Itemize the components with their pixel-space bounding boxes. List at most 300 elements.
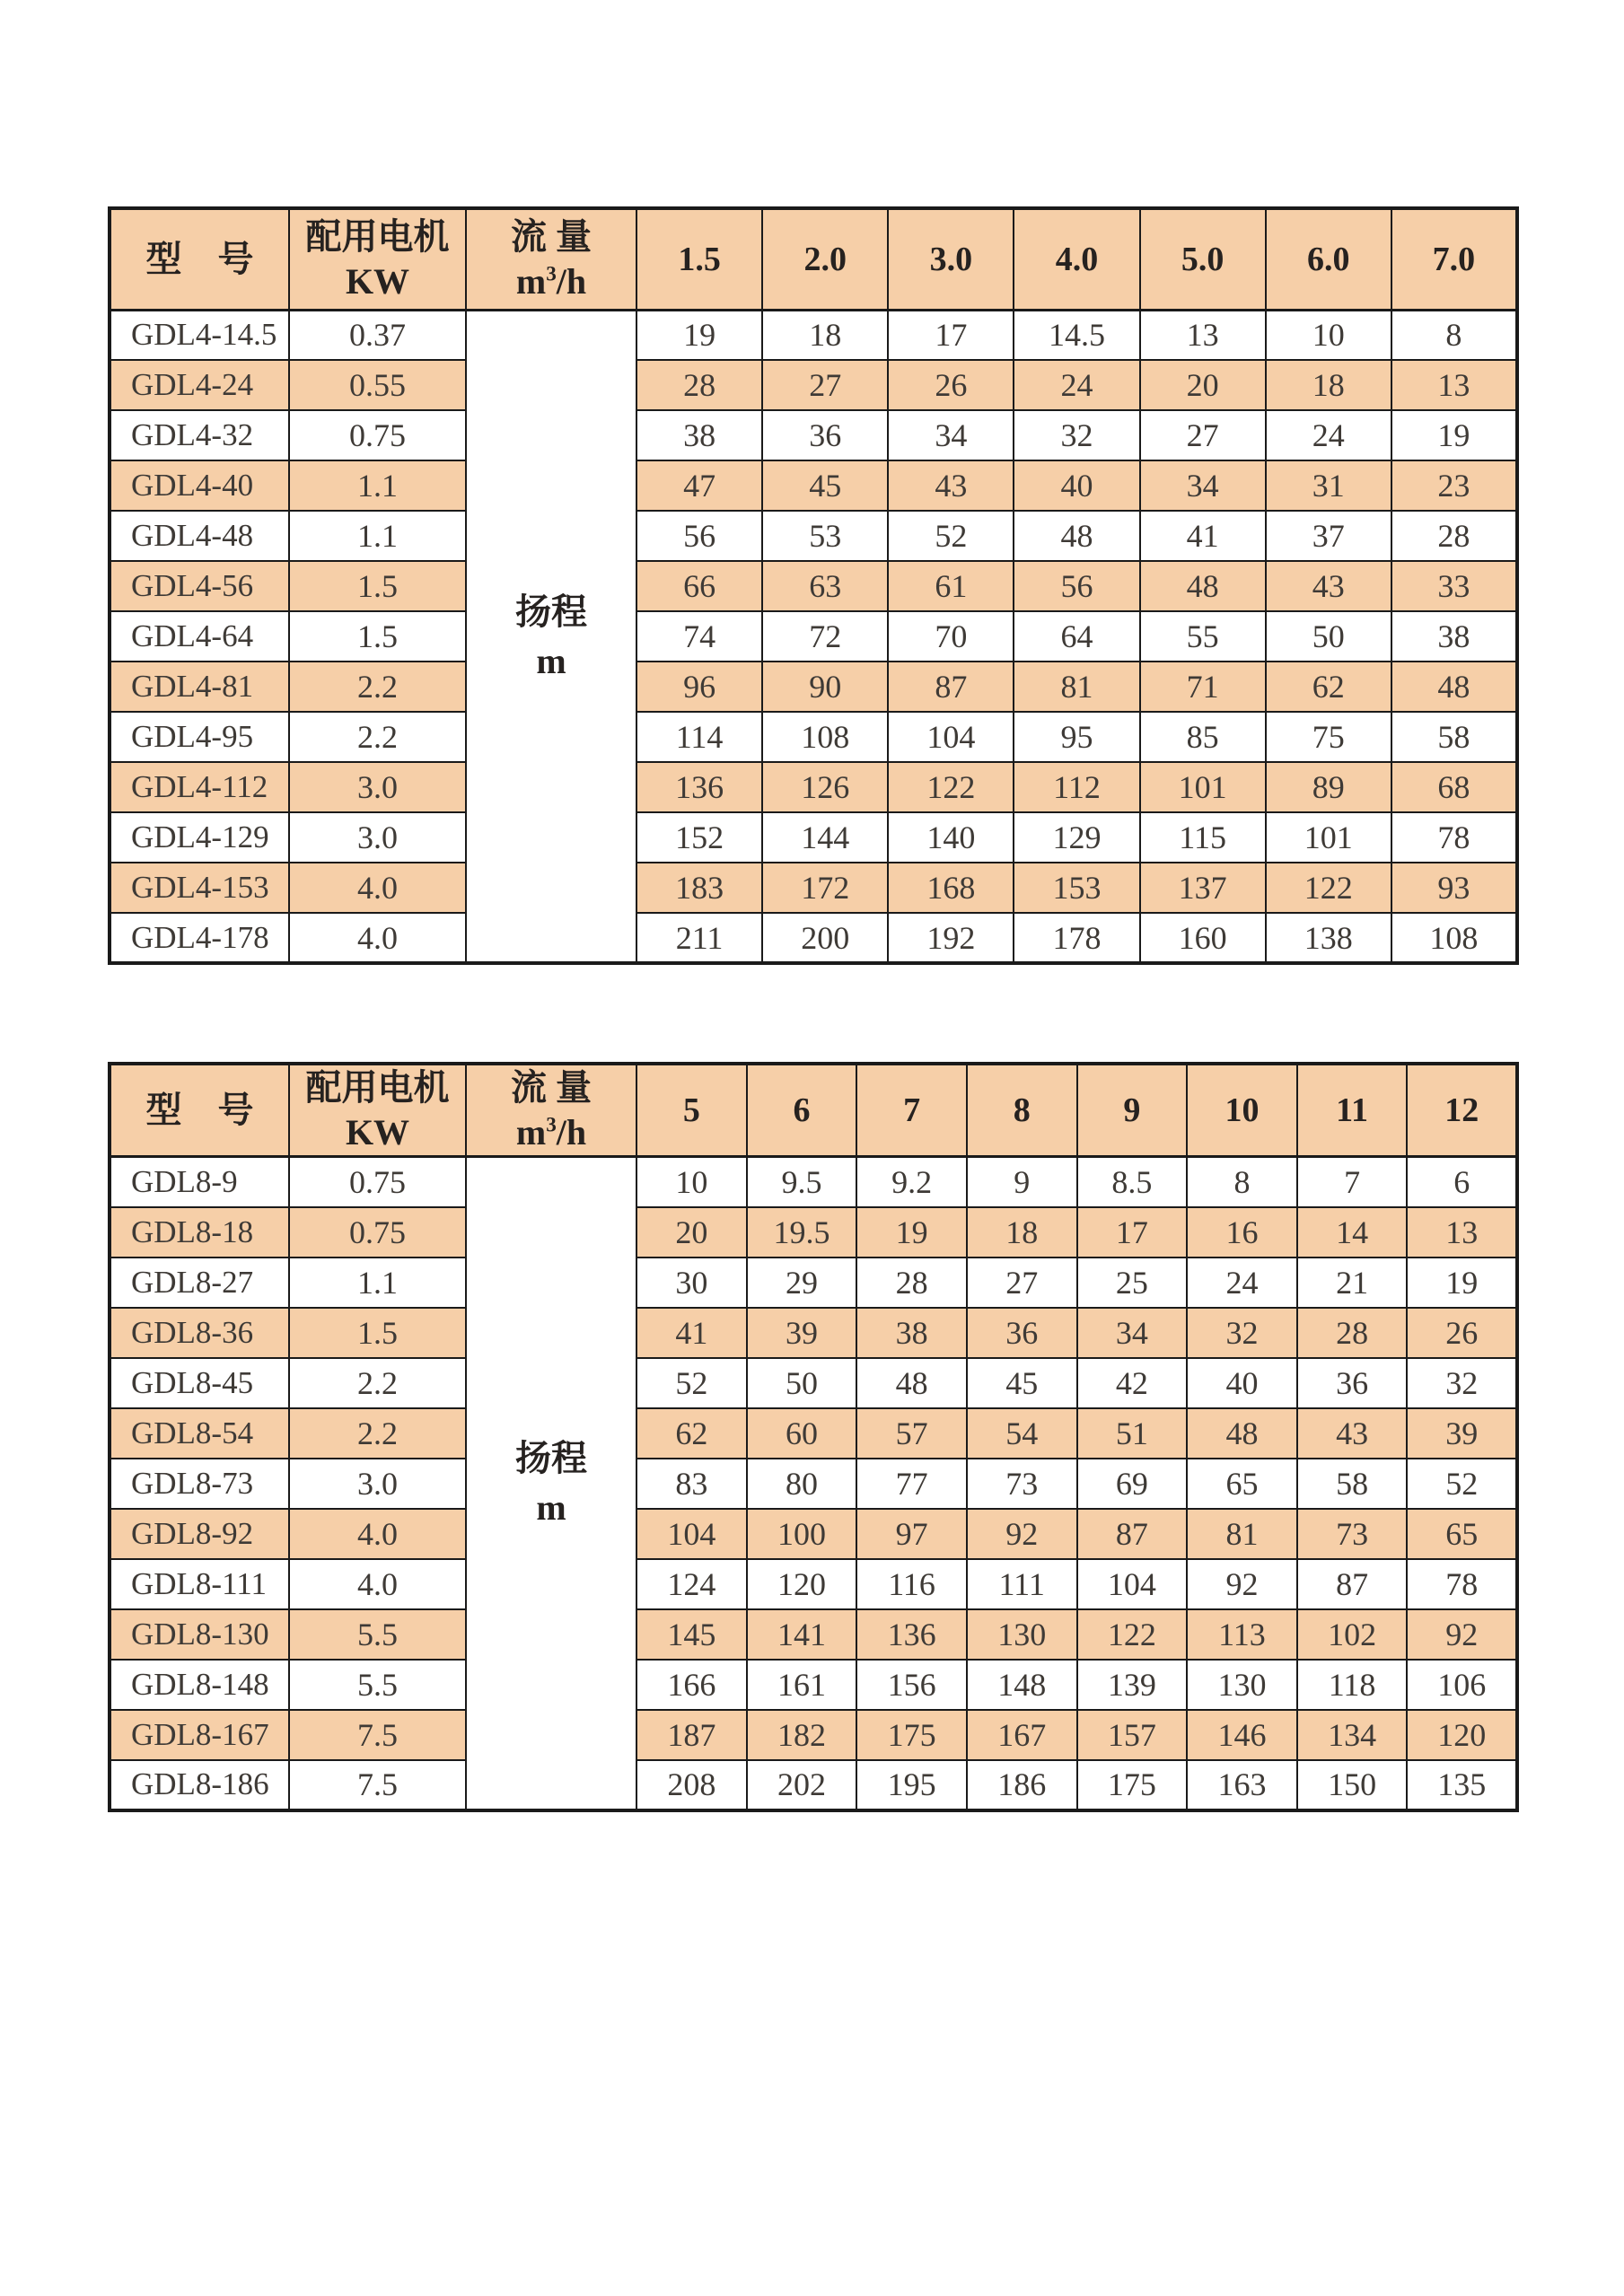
table-row	[110, 1760, 1517, 1810]
head-value-cell: 9	[967, 1157, 1077, 1207]
head-value-cell: 71	[1140, 662, 1266, 712]
head-value-cell: 19	[1407, 1258, 1517, 1308]
table-row	[110, 812, 1517, 863]
head-value-cell: 32	[1187, 1308, 1297, 1358]
head-value-cell: 136	[636, 762, 762, 812]
head-value-cell: 52	[888, 511, 1014, 561]
head-value-cell: 17	[1077, 1207, 1188, 1258]
table-row	[110, 460, 1517, 511]
head-value-cell: 54	[967, 1408, 1077, 1459]
table-row	[110, 712, 1517, 762]
head-value-cell: 124	[636, 1559, 747, 1609]
head-value-cell: 183	[636, 863, 762, 913]
head-value-cell: 90	[762, 662, 888, 712]
head-value-cell: 150	[1297, 1760, 1408, 1810]
head-value-cell: 14	[1297, 1207, 1408, 1258]
table-row	[110, 1408, 1517, 1459]
head-value-cell: 21	[1297, 1258, 1408, 1308]
head-value-cell: 148	[967, 1660, 1077, 1710]
motor-power-cell: 0.75	[289, 1207, 466, 1258]
head-value-cell: 211	[636, 913, 762, 963]
head-value-cell: 9.5	[747, 1157, 857, 1207]
head-value-cell: 83	[636, 1459, 747, 1509]
model-column-header: 型 号	[110, 1064, 289, 1157]
model-cell: GDL8-148	[110, 1660, 289, 1710]
table-row	[110, 1459, 1517, 1509]
head-value-cell: 186	[967, 1760, 1077, 1810]
head-lift-unit: m	[536, 640, 566, 681]
head-value-cell: 51	[1077, 1408, 1188, 1459]
motor-header-line1: 配用电机	[305, 215, 450, 257]
head-value-cell: 85	[1140, 712, 1266, 762]
head-value-cell: 20	[1140, 360, 1266, 410]
head-value-cell: 141	[747, 1609, 857, 1660]
head-value-cell: 168	[888, 863, 1014, 913]
head-value-cell: 81	[1187, 1509, 1297, 1559]
head-value-cell: 156	[856, 1660, 967, 1710]
model-cell: GDL8-130	[110, 1609, 289, 1660]
head-value-cell: 39	[747, 1308, 857, 1358]
gdl8-pump-spec-table	[108, 1062, 1519, 1812]
head-value-cell: 32	[1014, 410, 1139, 460]
head-value-cell: 8	[1187, 1157, 1297, 1207]
model-cell: GDL4-153	[110, 863, 289, 913]
model-cell: GDL8-36	[110, 1308, 289, 1358]
model-cell: GDL8-167	[110, 1710, 289, 1760]
gdl4-pump-spec-table	[108, 206, 1519, 965]
model-cell: GDL4-56	[110, 561, 289, 611]
table-row	[110, 1258, 1517, 1308]
head-value-cell: 57	[856, 1408, 967, 1459]
model-cell: GDL4-95	[110, 712, 289, 762]
head-value-cell: 43	[888, 460, 1014, 511]
head-value-cell: 13	[1391, 360, 1517, 410]
head-value-cell: 112	[1014, 762, 1139, 812]
flow-header-label: 流 量	[511, 215, 592, 257]
head-value-cell: 28	[1297, 1308, 1408, 1358]
head-value-cell: 96	[636, 662, 762, 712]
head-value-cell: 73	[1297, 1509, 1408, 1559]
head-value-cell: 43	[1297, 1408, 1408, 1459]
head-value-cell: 61	[888, 561, 1014, 611]
head-lift-merged-cell	[466, 1157, 636, 1810]
head-value-cell: 48	[1140, 561, 1266, 611]
head-value-cell: 93	[1391, 863, 1517, 913]
head-value-cell: 7	[1297, 1157, 1408, 1207]
head-value-cell: 48	[856, 1358, 967, 1408]
head-value-cell: 73	[967, 1459, 1077, 1509]
head-value-cell: 36	[1297, 1358, 1408, 1408]
motor-power-column-header	[289, 1064, 466, 1157]
model-cell: GDL4-129	[110, 812, 289, 863]
head-value-cell: 113	[1187, 1609, 1297, 1660]
head-value-cell: 50	[1266, 611, 1391, 662]
head-value-cell: 78	[1407, 1559, 1517, 1609]
table-row	[110, 1308, 1517, 1358]
head-value-cell: 130	[967, 1609, 1077, 1660]
motor-power-cell: 4.0	[289, 1559, 466, 1609]
head-lift-merged-cell	[466, 310, 636, 963]
motor-power-cell: 0.75	[289, 410, 466, 460]
head-value-cell: 14.5	[1014, 310, 1139, 360]
head-value-cell: 108	[1391, 913, 1517, 963]
head-value-cell: 53	[762, 511, 888, 561]
head-value-cell: 52	[636, 1358, 747, 1408]
head-value-cell: 38	[636, 410, 762, 460]
head-value-cell: 108	[762, 712, 888, 762]
model-cell: GDL4-64	[110, 611, 289, 662]
head-value-cell: 63	[762, 561, 888, 611]
head-value-cell: 24	[1187, 1258, 1297, 1308]
model-cell: GDL4-48	[110, 511, 289, 561]
motor-power-cell: 7.5	[289, 1710, 466, 1760]
motor-power-cell: 0.55	[289, 360, 466, 410]
head-value-cell: 13	[1140, 310, 1266, 360]
head-value-cell: 31	[1266, 460, 1391, 511]
motor-power-cell: 2.2	[289, 712, 466, 762]
model-cell: GDL4-32	[110, 410, 289, 460]
motor-power-cell: 3.0	[289, 1459, 466, 1509]
model-cell: GDL4-112	[110, 762, 289, 812]
head-value-cell: 30	[636, 1258, 747, 1308]
table-row	[110, 1710, 1517, 1760]
head-lift-unit: m	[536, 1487, 566, 1529]
motor-power-cell: 5.5	[289, 1660, 466, 1710]
model-cell: GDL8-73	[110, 1459, 289, 1509]
head-value-cell: 104	[888, 712, 1014, 762]
head-value-cell: 48	[1014, 511, 1139, 561]
flow-rate-column-header	[466, 1064, 636, 1157]
head-value-cell: 69	[1077, 1459, 1188, 1509]
head-value-cell: 144	[762, 812, 888, 863]
head-value-cell: 10	[636, 1157, 747, 1207]
head-value-cell: 175	[856, 1710, 967, 1760]
flow-value-column-header: 6	[747, 1064, 857, 1157]
head-value-cell: 37	[1266, 511, 1391, 561]
head-value-cell: 160	[1140, 913, 1266, 963]
model-cell: GDL8-111	[110, 1559, 289, 1609]
model-cell: GDL4-81	[110, 662, 289, 712]
flow-value-column-header: 6.0	[1266, 208, 1391, 310]
motor-power-cell: 1.1	[289, 511, 466, 561]
model-cell: GDL8-18	[110, 1207, 289, 1258]
table-row	[110, 662, 1517, 712]
head-value-cell: 27	[967, 1258, 1077, 1308]
head-value-cell: 24	[1266, 410, 1391, 460]
head-value-cell: 25	[1077, 1258, 1188, 1308]
head-value-cell: 182	[747, 1710, 857, 1760]
motor-power-cell: 0.75	[289, 1157, 466, 1207]
head-value-cell: 118	[1297, 1660, 1408, 1710]
head-value-cell: 38	[856, 1308, 967, 1358]
model-cell: GDL4-178	[110, 913, 289, 963]
head-value-cell: 18	[762, 310, 888, 360]
head-value-cell: 101	[1266, 812, 1391, 863]
head-value-cell: 26	[888, 360, 1014, 410]
model-cell: GDL8-9	[110, 1157, 289, 1207]
flow-value-column-header: 11	[1297, 1064, 1408, 1157]
head-value-cell: 175	[1077, 1760, 1188, 1810]
head-value-cell: 27	[1140, 410, 1266, 460]
head-value-cell: 6	[1407, 1157, 1517, 1207]
head-value-cell: 17	[888, 310, 1014, 360]
head-value-cell: 45	[762, 460, 888, 511]
motor-power-cell: 4.0	[289, 863, 466, 913]
head-value-cell: 106	[1407, 1660, 1517, 1710]
flow-header-label: 流 量	[511, 1067, 592, 1108]
flow-rate-column-header	[466, 208, 636, 310]
head-value-cell: 41	[636, 1308, 747, 1358]
flow-value-column-header: 5.0	[1140, 208, 1266, 310]
head-value-cell: 166	[636, 1660, 747, 1710]
head-value-cell: 111	[967, 1559, 1077, 1609]
head-value-cell: 72	[762, 611, 888, 662]
head-value-cell: 58	[1297, 1459, 1408, 1509]
head-value-cell: 41	[1140, 511, 1266, 561]
head-value-cell: 208	[636, 1760, 747, 1810]
head-value-cell: 87	[1077, 1509, 1188, 1559]
head-value-cell: 43	[1266, 561, 1391, 611]
head-value-cell: 40	[1187, 1358, 1297, 1408]
motor-power-cell: 2.2	[289, 662, 466, 712]
model-cell: GDL8-92	[110, 1509, 289, 1559]
table-row	[110, 863, 1517, 913]
head-value-cell: 129	[1014, 812, 1139, 863]
head-value-cell: 146	[1187, 1710, 1297, 1760]
head-value-cell: 138	[1266, 913, 1391, 963]
motor-power-cell: 7.5	[289, 1760, 466, 1810]
table-row	[110, 1509, 1517, 1559]
head-value-cell: 34	[1140, 460, 1266, 511]
table-row	[110, 1559, 1517, 1609]
motor-power-cell: 4.0	[289, 913, 466, 963]
head-value-cell: 126	[762, 762, 888, 812]
head-value-cell: 26	[1407, 1308, 1517, 1358]
head-value-cell: 136	[856, 1609, 967, 1660]
head-value-cell: 74	[636, 611, 762, 662]
flow-value-column-header: 4.0	[1014, 208, 1139, 310]
head-value-cell: 161	[747, 1660, 857, 1710]
head-value-cell: 52	[1407, 1459, 1517, 1509]
head-value-cell: 104	[1077, 1559, 1188, 1609]
motor-power-column-header	[289, 208, 466, 310]
head-value-cell: 10	[1266, 310, 1391, 360]
header-row	[110, 1064, 1517, 1157]
flow-value-column-header: 2.0	[762, 208, 888, 310]
table-row	[110, 1157, 1517, 1207]
flow-value-column-header: 10	[1187, 1064, 1297, 1157]
head-value-cell: 89	[1266, 762, 1391, 812]
head-value-cell: 28	[856, 1258, 967, 1308]
head-value-cell: 92	[1187, 1559, 1297, 1609]
flow-value-column-header: 9	[1077, 1064, 1188, 1157]
head-value-cell: 80	[747, 1459, 857, 1509]
motor-power-cell: 1.1	[289, 460, 466, 511]
flow-value-column-header: 5	[636, 1064, 747, 1157]
head-value-cell: 102	[1297, 1609, 1408, 1660]
head-value-cell: 77	[856, 1459, 967, 1509]
table-row	[110, 360, 1517, 410]
head-value-cell: 45	[967, 1358, 1077, 1408]
head-value-cell: 27	[762, 360, 888, 410]
head-value-cell: 13	[1407, 1207, 1517, 1258]
motor-power-cell: 1.5	[289, 1308, 466, 1358]
head-value-cell: 120	[1407, 1710, 1517, 1760]
motor-power-cell: 1.1	[289, 1258, 466, 1308]
flow-value-column-header: 1.5	[636, 208, 762, 310]
head-value-cell: 134	[1297, 1710, 1408, 1760]
flow-value-column-header: 8	[967, 1064, 1077, 1157]
flow-value-column-header: 3.0	[888, 208, 1014, 310]
head-value-cell: 167	[967, 1710, 1077, 1760]
head-value-cell: 140	[888, 812, 1014, 863]
head-value-cell: 29	[747, 1258, 857, 1308]
flow-value-column-header: 7.0	[1391, 208, 1517, 310]
head-value-cell: 9.2	[856, 1157, 967, 1207]
motor-power-cell: 2.2	[289, 1408, 466, 1459]
head-value-cell: 68	[1391, 762, 1517, 812]
model-cell: GDL8-54	[110, 1408, 289, 1459]
head-value-cell: 135	[1407, 1760, 1517, 1810]
head-value-cell: 65	[1187, 1459, 1297, 1509]
head-value-cell: 65	[1407, 1509, 1517, 1559]
motor-header-line2: KW	[345, 1112, 410, 1152]
head-value-cell: 36	[967, 1308, 1077, 1358]
head-value-cell: 195	[856, 1760, 967, 1810]
head-value-cell: 42	[1077, 1358, 1188, 1408]
motor-power-cell: 1.5	[289, 561, 466, 611]
motor-power-cell: 3.0	[289, 762, 466, 812]
model-cell: GDL8-27	[110, 1258, 289, 1308]
head-value-cell: 122	[1077, 1609, 1188, 1660]
table-row	[110, 561, 1517, 611]
head-value-cell: 101	[1140, 762, 1266, 812]
head-value-cell: 115	[1140, 812, 1266, 863]
table-row	[110, 1358, 1517, 1408]
head-value-cell: 192	[888, 913, 1014, 963]
head-value-cell: 48	[1187, 1408, 1297, 1459]
head-lift-label: 扬程	[515, 591, 587, 632]
flow-header-unit: $m^3/h$	[515, 260, 587, 302]
head-value-cell: 19	[1391, 410, 1517, 460]
motor-power-cell: 5.5	[289, 1609, 466, 1660]
head-value-cell: 157	[1077, 1710, 1188, 1760]
head-value-cell: 81	[1014, 662, 1139, 712]
table-row	[110, 1609, 1517, 1660]
head-value-cell: 38	[1391, 611, 1517, 662]
head-value-cell: 114	[636, 712, 762, 762]
head-value-cell: 187	[636, 1710, 747, 1760]
head-value-cell: 120	[747, 1559, 857, 1609]
model-cell: GDL8-186	[110, 1760, 289, 1810]
head-value-cell: 92	[1407, 1609, 1517, 1660]
flow-value-column-header: 7	[856, 1064, 967, 1157]
head-value-cell: 87	[1297, 1559, 1408, 1609]
head-value-cell: 8.5	[1077, 1157, 1188, 1207]
flow-value-column-header: 12	[1407, 1064, 1517, 1157]
head-value-cell: 122	[1266, 863, 1391, 913]
table-row	[110, 511, 1517, 561]
head-value-cell: 28	[636, 360, 762, 410]
head-value-cell: 66	[636, 561, 762, 611]
table-row	[110, 611, 1517, 662]
table-row	[110, 913, 1517, 963]
head-value-cell: 104	[636, 1509, 747, 1559]
head-value-cell: 200	[762, 913, 888, 963]
head-value-cell: 163	[1187, 1760, 1297, 1810]
head-value-cell: 36	[762, 410, 888, 460]
head-value-cell: 19	[856, 1207, 967, 1258]
table-row	[110, 310, 1517, 360]
flow-header-unit: $m^3/h$	[515, 1112, 587, 1152]
head-value-cell: 75	[1266, 712, 1391, 762]
head-value-cell: 19.5	[747, 1207, 857, 1258]
head-lift-label: 扬程	[515, 1438, 587, 1479]
table-row	[110, 762, 1517, 812]
head-value-cell: 55	[1140, 611, 1266, 662]
model-cell: GDL4-14.5	[110, 310, 289, 360]
head-value-cell: 24	[1014, 360, 1139, 410]
head-value-cell: 70	[888, 611, 1014, 662]
head-value-cell: 172	[762, 863, 888, 913]
header-row	[110, 208, 1517, 310]
head-value-cell: 87	[888, 662, 1014, 712]
head-value-cell: 78	[1391, 812, 1517, 863]
head-value-cell: 122	[888, 762, 1014, 812]
model-cell: GDL8-45	[110, 1358, 289, 1408]
head-value-cell: 48	[1391, 662, 1517, 712]
head-value-cell: 116	[856, 1559, 967, 1609]
head-value-cell: 95	[1014, 712, 1139, 762]
head-value-cell: 139	[1077, 1660, 1188, 1710]
head-value-cell: 19	[636, 310, 762, 360]
head-value-cell: 40	[1014, 460, 1139, 511]
motor-header-line2: KW	[345, 260, 410, 302]
head-value-cell: 56	[636, 511, 762, 561]
motor-power-cell: 1.5	[289, 611, 466, 662]
head-value-cell: 64	[1014, 611, 1139, 662]
head-value-cell: 32	[1407, 1358, 1517, 1408]
head-value-cell: 58	[1391, 712, 1517, 762]
head-value-cell: 92	[967, 1509, 1077, 1559]
motor-header-line1: 配用电机	[305, 1067, 450, 1108]
motor-power-cell: 0.37	[289, 310, 466, 360]
head-value-cell: 50	[747, 1358, 857, 1408]
head-value-cell: 145	[636, 1609, 747, 1660]
head-value-cell: 152	[636, 812, 762, 863]
head-value-cell: 100	[747, 1509, 857, 1559]
head-value-cell: 34	[1077, 1308, 1188, 1358]
head-value-cell: 23	[1391, 460, 1517, 511]
head-value-cell: 137	[1140, 863, 1266, 913]
table-row	[110, 410, 1517, 460]
model-cell: GDL4-40	[110, 460, 289, 511]
head-value-cell: 153	[1014, 863, 1139, 913]
model-cell: GDL4-24	[110, 360, 289, 410]
model-column-header: 型 号	[110, 208, 289, 310]
head-value-cell: 28	[1391, 511, 1517, 561]
head-value-cell: 62	[636, 1408, 747, 1459]
head-value-cell: 34	[888, 410, 1014, 460]
head-value-cell: 33	[1391, 561, 1517, 611]
head-value-cell: 18	[1266, 360, 1391, 410]
head-value-cell: 60	[747, 1408, 857, 1459]
head-value-cell: 39	[1407, 1408, 1517, 1459]
head-value-cell: 47	[636, 460, 762, 511]
head-value-cell: 18	[967, 1207, 1077, 1258]
head-value-cell: 62	[1266, 662, 1391, 712]
head-value-cell: 8	[1391, 310, 1517, 360]
